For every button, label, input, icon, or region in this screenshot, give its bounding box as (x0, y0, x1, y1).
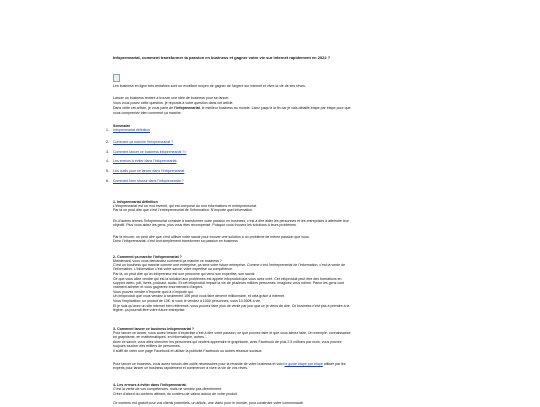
intro-keyword: l’infopreneariat (174, 106, 200, 110)
section-2-line: Vous l’explication: un produit de 10€, si vous le vendez à 1000 personnes, vous 10.000€ à vie. (113, 299, 262, 303)
section-4-heading: 4- Les erreurs à éviter dans l’infopreneariat. (113, 383, 187, 387)
section-2-line: Maintenant, vous vous demandez comment ça marche ce business ? (113, 259, 222, 263)
section-1-line: L’infopreneariat est un mot inventé, qui est composé du mot informations et entrepreneuriat. (113, 204, 258, 208)
section-2-heading: 2- Comment ça marche l’infopreneariat ? (113, 255, 182, 259)
section-3-line: en graphisme, en mathématiques, en informatique, autres… (113, 335, 208, 339)
page-title: Infopreneariat, comment transformer ta passion en business et gagner votre vie sur internet rapidement en 2022 ? (113, 55, 331, 60)
section-1-line: Par la encore, on peut dire que c’est utiliser votre savoir pour trouver une solution à un problème de même passion que vous. (113, 235, 310, 239)
toc-item-1[interactable]: 1. Infopreneariat définition (106, 128, 151, 132)
section-4-line: Ce contenu est gratuit pour vos clients potentiels, un article, une vidéo pour le monde, pour construire votre communauté. (113, 401, 304, 405)
section-1-line: Par là on peut dire que c’est l’entrepreneuriat de l’information. N’importe quel information. (113, 208, 254, 212)
intro-paragraph-4: Dans cette cet article, je vous parle de l’infopreneariat, le meilleur business au monde. Lisez jusqu’à la fin car je vais détaillé étape par étape pour que (113, 106, 351, 110)
section-2-line: Par là, on peut dire qu’un infopreneur est une personne qui vend son expertise, son savoir. (113, 272, 256, 276)
section-3-line: Avec ce savoir, vous allez chercher les personnes qui veulent apprendre le graphisme, avec Facebook de plus 2.5 millions par mois, vous pouvez (113, 340, 342, 344)
section-2-line: Un infoproduit que vous vendez à seulement 10€ peut vous faire devenir millionnaire, et cela grâce à internet. (113, 294, 285, 298)
section-3-line: toujours toucher des milliers de personnes. (113, 344, 181, 348)
toc-link[interactable]: Les erreurs à éviter dans l’infopreneariat (113, 159, 177, 163)
section-2-line: support vidéo, pdf, livres, podcast, audio. Et cet infoproduit impact la vie de plusieurs milliers personnes, imaginez vous même. Parce les gens vont (113, 281, 345, 285)
section-1-line: En d’autres termes l’infopreneuriat consiste à transformer votre passion en business, c’est à dire aider les personnes et les entreprises à atteindre leur (113, 219, 349, 223)
toc-item-5[interactable]: 5. Les outils pour se lancer dans l’infopreneariat (106, 169, 185, 173)
toc-link[interactable]: Comment bien réussir dans l’infopreneariat ? (113, 179, 184, 183)
toc-item-4[interactable]: 4. Les erreurs à éviter dans l’infopreneariat (106, 159, 177, 163)
toc-link[interactable]: Comment lancer ce business infopreneariat ?> (113, 150, 187, 154)
toc-link[interactable]: Comment ça marche l’infopreneariat ? (113, 140, 174, 144)
toc-item-3[interactable]: 3. Comment lancer ce business infopreneariat ?> (106, 150, 187, 154)
toc-link[interactable]: Infopreneariat définition (113, 128, 151, 132)
section-1-heading: 1- Infopreneariat définition (113, 200, 158, 204)
section-3-line: Pour lancer ce business, vous aurez besoin des outils nécessaires pour la réussite de votre business et voici le guide étape par étape utiliser par les (113, 362, 346, 366)
section-1-line: Donc l’infopreneariat, c’est tout simplement transformer sa passion en business (113, 239, 238, 243)
toc-item-6[interactable]: 6. Comment bien réussir dans l’infopreneariat ? (106, 179, 184, 183)
intro-paragraph-2: Lancer un business revient à trouver une idée de business pour se lancer. (113, 96, 230, 100)
toc-heading: Sommaire (113, 124, 131, 128)
section-4-line-cut (113, 401, 413, 407)
guide-link[interactable]: le guide étape par étape (284, 362, 323, 366)
section-4-line: Créer d’abord du contenu attirant, du contenu de valeur autour de votre produit. (113, 392, 238, 396)
section-2-line: Et je suis qu’avec un site internet bien référencé, vous pouvez faire plus de vente par jour que ce je viens de dire. Ce business n’est pas à prendre à la (113, 304, 350, 308)
section-2-line: légère, ça pourrait être votre future entreprise. (113, 308, 186, 312)
section-3-heading: 3- Comment lancer ce business infopreneariat ? (113, 327, 195, 331)
section-2-line: Vous pouvez vendre n’importe quoi à n’importe qui. (113, 290, 194, 294)
section-2-line: C’est un business qui marche comme une entreprise, ça sera votre future entreprise. Comme c’est l’entrepreneriat de l’information, c’est la vente de (113, 263, 346, 267)
toc-item-2[interactable]: 2. Comment ça marche l’infopreneariat ? (106, 140, 174, 144)
section-3-line: Il suffit de créer une page Facebook et utiliser la publicité Facebook ou autres réseaux sociaux. (113, 349, 263, 353)
section-3-line: experts pour lancer ce business rapidement et commencer à vivre la vie de vos rêves. (113, 366, 249, 370)
section-3-line: Pour lancer ce lancer, vous aurez besoin d’expertise c’est à dire votre passion, ce que pouvez faire et que vous aimez faire. Un exemple: connaissance (113, 331, 351, 335)
intro-paragraph-1: Les business en ligne très rentables sont un excellent moyen de gagner de l’argent sur internet et vivre la vie de ses rêves. (113, 84, 306, 88)
section-2-line: l’information. L’information c’est votre savoir, votre expertise ou compétence. (113, 267, 234, 271)
intro-paragraph-3: Vous vous posez cette question, je réponds à votre question dans cet article. (113, 101, 234, 105)
toc-link[interactable]: Les outils pour se lancer dans l’infopreneariat (113, 169, 185, 173)
section-1-line: objectif. Plus vous aidez les gens, plus vous êtes récompensé. Puisque vous trouvez les solutions à leurs problèmes. (113, 223, 297, 227)
section-2-line: vraiment acheter et vous gagnerez énormément d’argent. (113, 285, 204, 289)
section-4-line: C’est la vente de vos compétences, mais ne vendez pas directement. (113, 387, 223, 391)
broken-image-icon (113, 74, 120, 82)
intro-paragraph-5: vous compreniez bien comment ça marche. (113, 111, 182, 115)
section-2-line: Ce que vous allez vendre qui est la solution aux problèmes est appelé infoproduit que vous avez créé. Cet infoproduit peut être des formations en (113, 277, 342, 281)
